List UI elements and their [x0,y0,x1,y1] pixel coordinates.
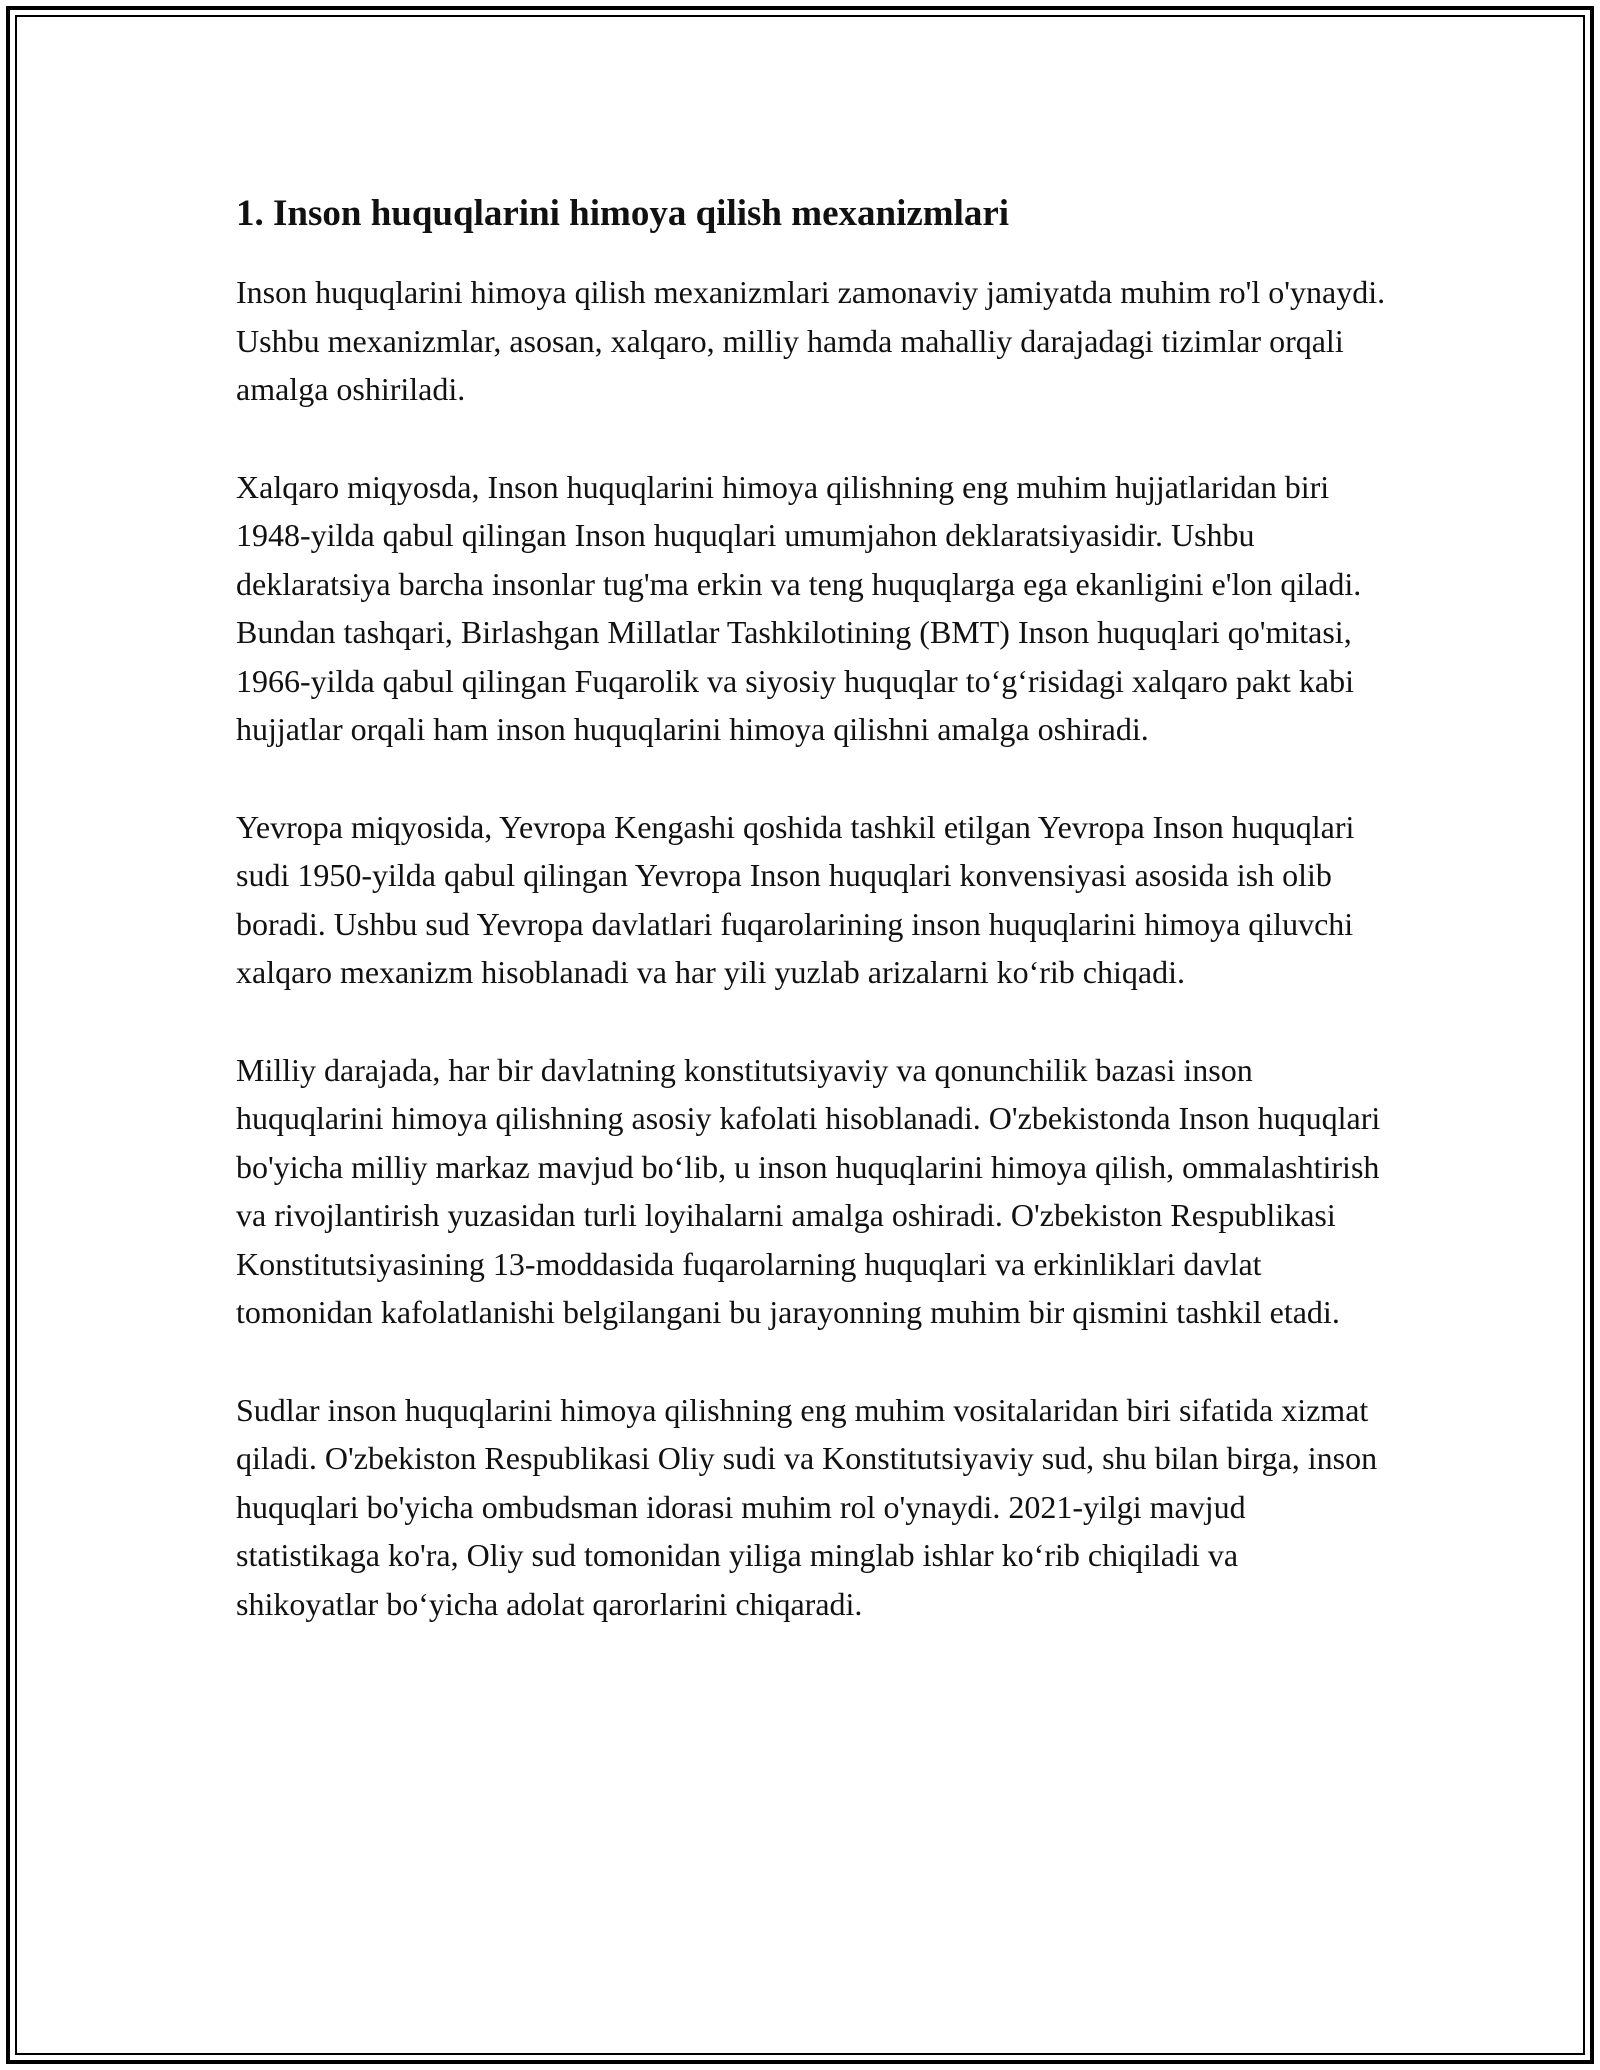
section-heading: 1. Inson huquqlarini himoya qilish mexanizmlari [236,193,1010,234]
paragraph-national: Milliy darajada, har bir davlatning konstitutsiyaviy va qonunchilik bazasi inson huquqlarini himoya qilishning asosiy kafolati hisoblanadi. O'zbekistonda Inson huquqlari bo'yicha milliy markaz mavjud bo‘lib, u inson huquqlarini himoya qilish, ommalashtirish va rivojlantirish yuzasidan turli loyihalarni amalga oshiradi. O'zbekiston Respublikasi Konstitutsiyasining 13-moddasida fuqarolarning huquqlari va erkinliklari davlat tomonidan kafolatlanishi belgilangani bu jarayonning muhim bir qismini tashkil etadi. [236,1051,1381,1330]
paragraph-intro: Inson huquqlarini himoya qilish mexanizmlari zamonaviy jamiyatda muhim ro'l o'ynaydi. Ushbu mexanizmlar, asosan, xalqaro, milliy hamda mahalliy darajadagi tizimlar orqali amalga oshiriladi. [236,274,1386,407]
paragraph-international: Xalqaro miqyosda, Inson huquqlarini himoya qilishning eng muhim hujjatlaridan biri 1948-yilda qabul qilingan Inson huquqlari umumjahon deklaratsiyasidir. Ushbu deklaratsiya barcha insonlar tug'ma erkin va teng huquqlarga ega ekanligini e'lon qiladi. Bundan tashqari, Birlashgan Millatlar Tashkilotining (BMT) Inson huquqlari qo'mitasi, 1966-yilda qabul qilingan Fuqarolik va siyosiy huquqlar to‘g‘risidagi xalqaro pakt kabi hujjatlar orqali ham inson huquqlarini himoya qilishni amalga oshiradi. [236,468,1362,747]
paragraph-courts: Sudlar inson huquqlarini himoya qilishning eng muhim vositalaridan biri sifatida xizmat qiladi. O'zbekiston Respublikasi Oliy sudi va Konstitutsiyaviy sud, shu bilan birga, inson huquqlari bo'yicha ombudsman idorasi muhim rol o'ynaydi. 2021-yilgi mavjud statistikaga ko'ra, Oliy sud tomonidan yiliga minglab ishlar ko‘rib chiqiladi va shikoyatlar bo‘yicha adolat qarorlarini chiqaradi. [236,1391,1378,1622]
paragraph-european: Yevropa miqyosida, Yevropa Kengashi qoshida tashkil etilgan Yevropa Inson huquqlari sudi 1950-yilda qabul qilingan Yevropa Inson huquqlari konvensiyasi asosida ish olib boradi. Ushbu sud Yevropa davlatlari fuqarolarining inson huquqlarini himoya qiluvchi xalqaro mexanizm hisoblanadi va har yili yuzlab arizalarni ko‘rib chiqadi. [236,808,1355,990]
document-body [236,186,1386,1677]
